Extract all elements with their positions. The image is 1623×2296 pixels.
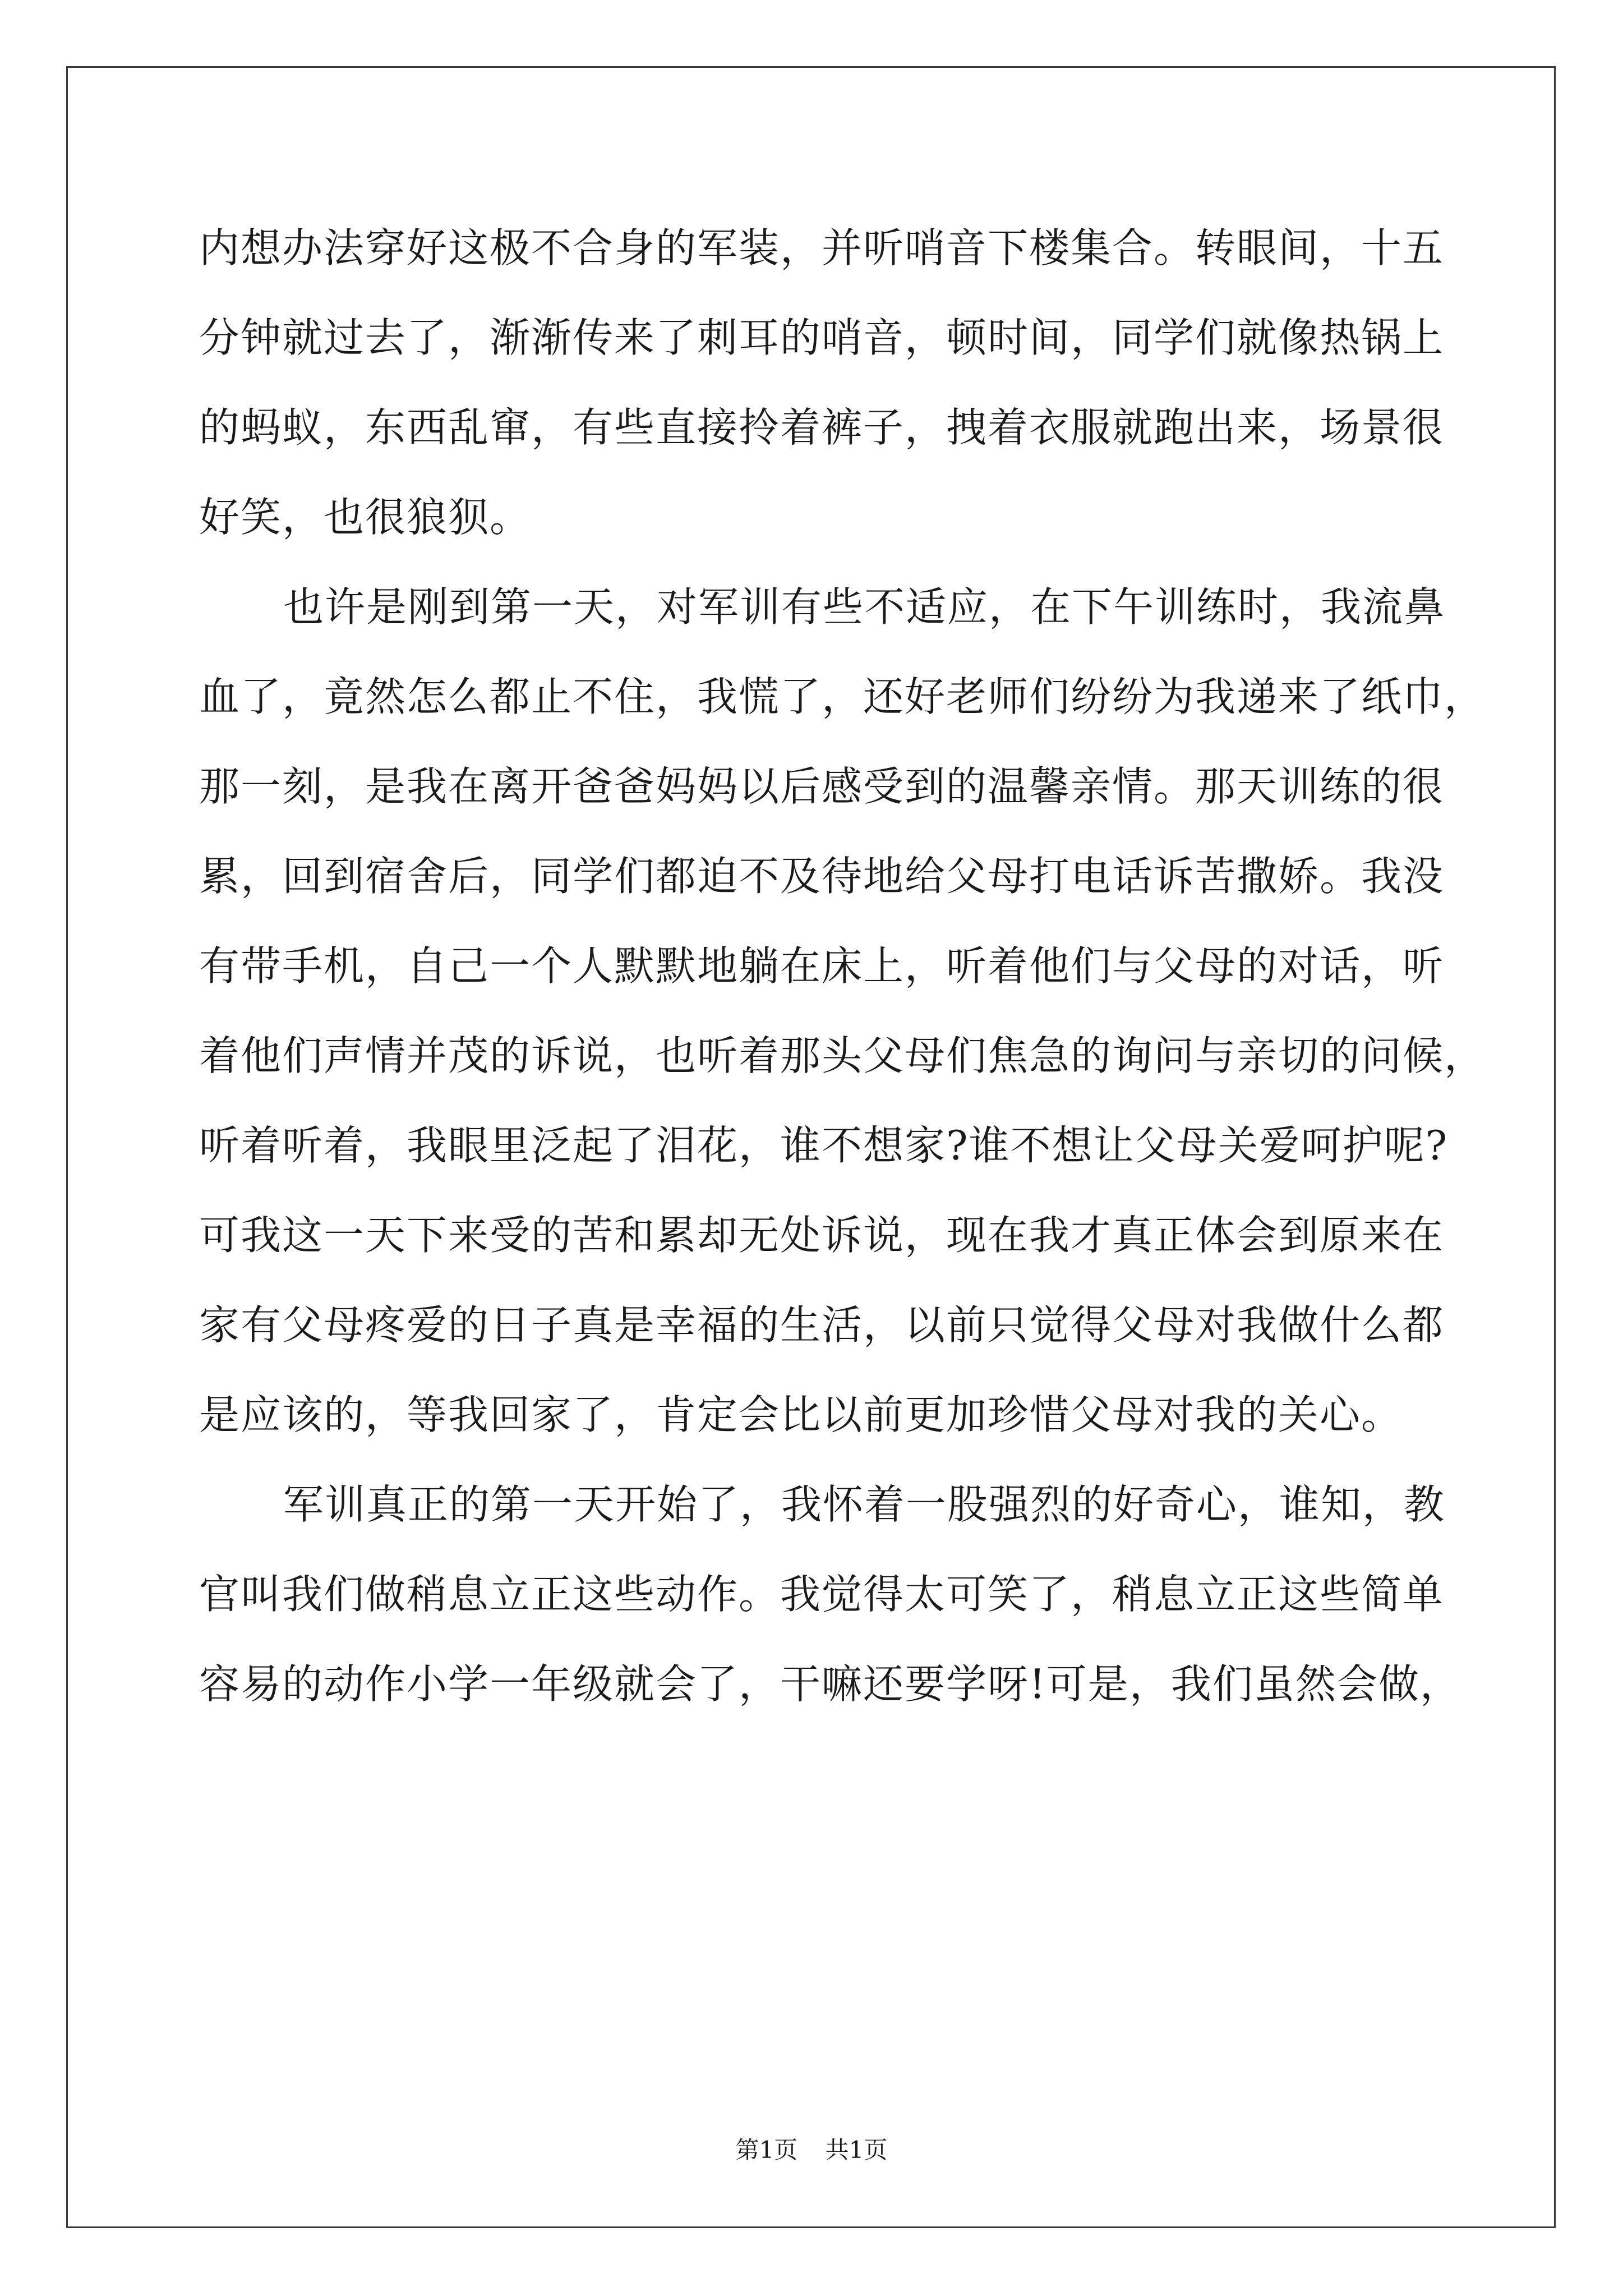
text-line: 累，回到宿舍后，同学们都迫不及待地给父母打电话诉苦撒娇。我没 — [199, 853, 1445, 900]
text-line: 分钟就过去了，渐渐传来了刺耳的哨音，顿时间，同学们就像热锅上 — [199, 314, 1445, 361]
text-line: 容易的动作小学一年级就会了，干嘛还要学呀!可是，我们虽然会做， — [199, 1660, 1461, 1708]
page-footer — [0, 2132, 1623, 2165]
text-line: 也许是刚到第一天，对军训有些不适应，在下午训练时，我流鼻 — [283, 583, 1446, 631]
text-line: 是应该的，等我回家了，肯定会比以前更加珍惜父母对我的关心。 — [199, 1391, 1403, 1438]
text-line: 内想办法穿好这极不合身的军装，并听哨音下楼集合。转眼间，十五 — [199, 224, 1445, 272]
text-line: 那一刻，是我在离开爸爸妈妈以后感受到的温馨亲情。那天训练的很 — [199, 763, 1445, 810]
text-line: 军训真正的第一天开始了，我怀着一股强烈的好奇心，谁知，教 — [283, 1481, 1446, 1528]
text-line: 着他们声情并茂的诉说，也听着那头父母们焦急的询问与亲切的问候， — [199, 1032, 1486, 1079]
paragraph-1 — [199, 203, 1445, 562]
text-line: 官叫我们做稍息立正这些动作。我觉得太可笑了，稍息立正这些简单 — [199, 1571, 1445, 1618]
text-line: 血了，竟然怎么都止不住，我慌了，还好老师们纷纷为我递来了纸巾， — [199, 673, 1486, 720]
text-line: 家有父母疼爱的日子真是幸福的生活，以前只觉得父母对我做什么都 — [199, 1301, 1445, 1349]
page-number: 第1页 — [735, 2136, 798, 2164]
text-line: 的蚂蚁，东西乱窜，有些直接拎着裤子，拽着衣服就跑出来，场景很 — [199, 404, 1445, 451]
page-total: 共1页 — [825, 2136, 888, 2164]
document-body — [199, 203, 1486, 1729]
text-line: 可我这一天下来受的苦和累却无处诉说，现在我才真正体会到原来在 — [199, 1212, 1445, 1259]
paragraph-2 — [199, 562, 1486, 1460]
text-line: 好笑，也很狼狈。 — [199, 494, 532, 541]
text-line: 有带手机，自己一个人默默地躺在床上，听着他们与父母的对话，听 — [199, 942, 1445, 990]
text-line: 听着听着，我眼里泛起了泪花，谁不想家?谁不想让父母关爱呵护呢? — [199, 1122, 1449, 1169]
paragraph-3 — [199, 1460, 1461, 1729]
